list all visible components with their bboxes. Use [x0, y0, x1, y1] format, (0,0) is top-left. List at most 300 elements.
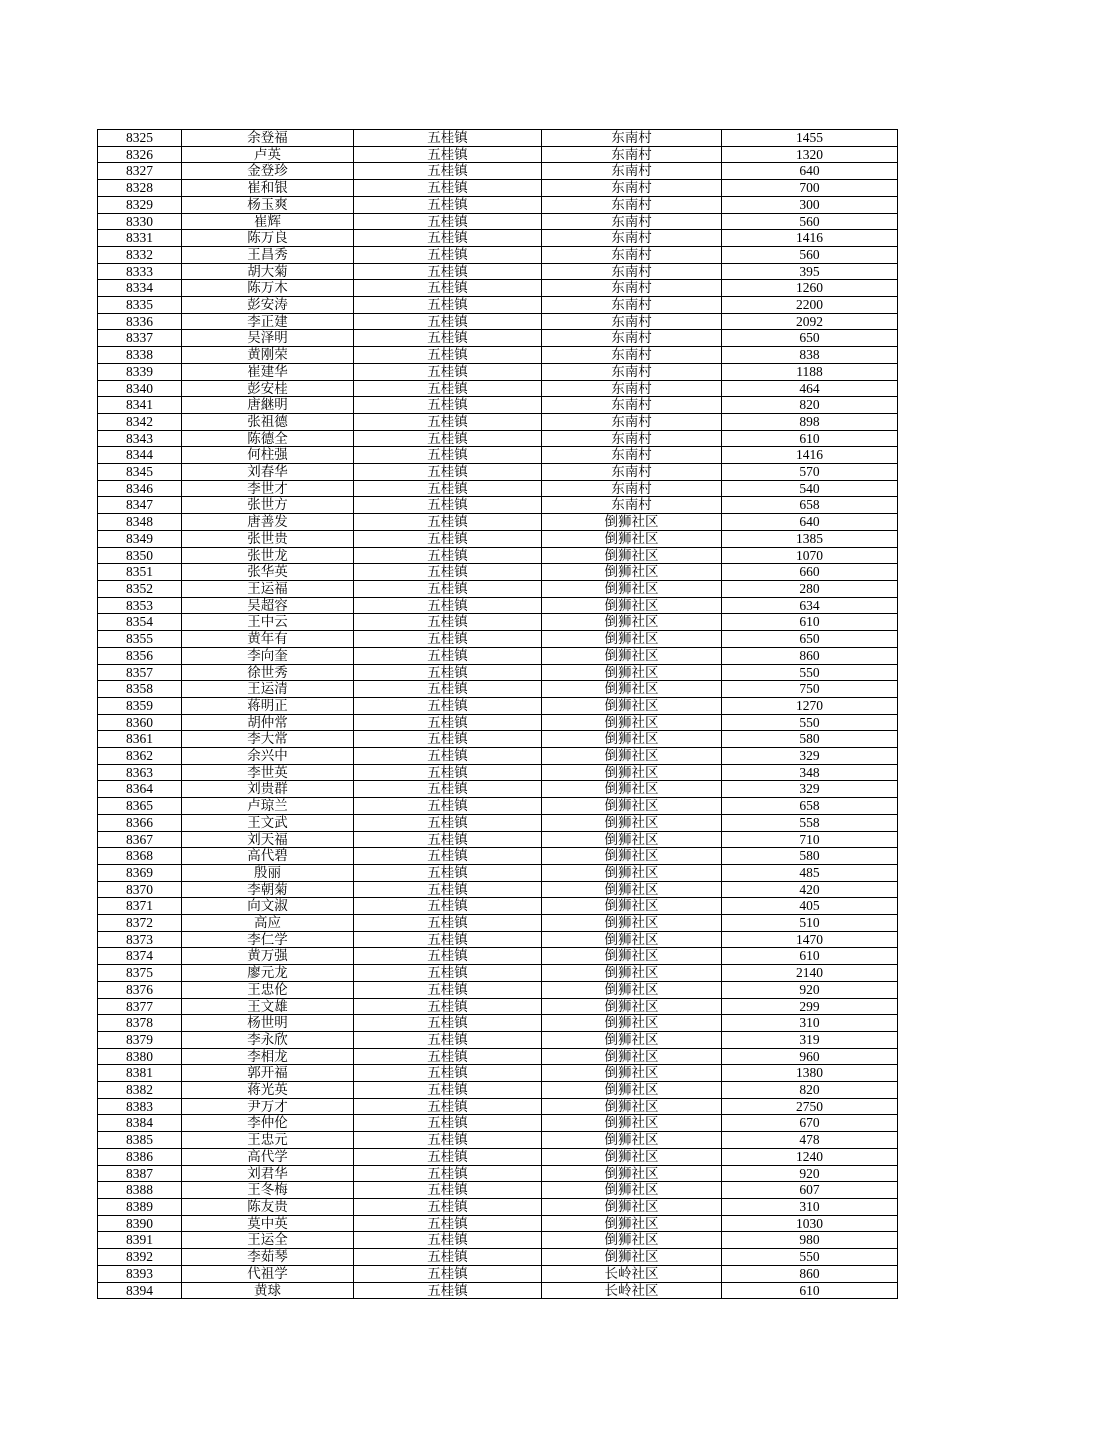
- village-cell: 东南村: [542, 313, 722, 330]
- town-cell: 五桂镇: [354, 330, 542, 347]
- name-cell: 黄年有: [182, 631, 354, 648]
- name-cell: 代祖学: [182, 1265, 354, 1282]
- amount-cell: 510: [722, 915, 898, 932]
- town-cell: 五桂镇: [354, 1048, 542, 1065]
- row-number-cell: 8376: [98, 981, 182, 998]
- row-number-cell: 8332: [98, 246, 182, 263]
- name-cell: 陈德全: [182, 430, 354, 447]
- table-row: [98, 1115, 898, 1132]
- town-cell: 五桂镇: [354, 1132, 542, 1149]
- amount-cell: 1070: [722, 547, 898, 564]
- village-cell: 倒狮社区: [542, 530, 722, 547]
- table-row: [98, 948, 898, 965]
- table-row: [98, 647, 898, 664]
- amount-cell: 898: [722, 413, 898, 430]
- town-cell: 五桂镇: [354, 631, 542, 648]
- town-cell: 五桂镇: [354, 697, 542, 714]
- village-cell: 东南村: [542, 230, 722, 247]
- town-cell: 五桂镇: [354, 1232, 542, 1249]
- amount-cell: 650: [722, 631, 898, 648]
- table-body: [98, 130, 898, 1299]
- name-cell: 何柱强: [182, 447, 354, 464]
- name-cell: 唐善发: [182, 514, 354, 531]
- village-cell: 倒狮社区: [542, 915, 722, 932]
- town-cell: 五桂镇: [354, 731, 542, 748]
- row-number-cell: 8381: [98, 1065, 182, 1082]
- table-row: [98, 998, 898, 1015]
- name-cell: 向文淑: [182, 898, 354, 915]
- town-cell: 五桂镇: [354, 146, 542, 163]
- name-cell: 王忠元: [182, 1132, 354, 1149]
- row-number-cell: 8342: [98, 413, 182, 430]
- town-cell: 五桂镇: [354, 430, 542, 447]
- village-cell: 倒狮社区: [542, 864, 722, 881]
- row-number-cell: 8386: [98, 1148, 182, 1165]
- row-number-cell: 8391: [98, 1232, 182, 1249]
- amount-cell: 1380: [722, 1065, 898, 1082]
- village-cell: 东南村: [542, 146, 722, 163]
- village-cell: 东南村: [542, 430, 722, 447]
- table-row: [98, 297, 898, 314]
- amount-cell: 610: [722, 430, 898, 447]
- village-cell: 倒狮社区: [542, 814, 722, 831]
- town-cell: 五桂镇: [354, 864, 542, 881]
- name-cell: 李世才: [182, 480, 354, 497]
- row-number-cell: 8349: [98, 530, 182, 547]
- name-cell: 王运福: [182, 580, 354, 597]
- amount-cell: 300: [722, 196, 898, 213]
- name-cell: 陈万木: [182, 280, 354, 297]
- amount-cell: 570: [722, 464, 898, 481]
- table-row: [98, 764, 898, 781]
- village-cell: 倒狮社区: [542, 697, 722, 714]
- amount-cell: 640: [722, 514, 898, 531]
- amount-cell: 580: [722, 731, 898, 748]
- name-cell: 胡仲常: [182, 714, 354, 731]
- row-number-cell: 8328: [98, 180, 182, 197]
- row-number-cell: 8370: [98, 881, 182, 898]
- row-number-cell: 8331: [98, 230, 182, 247]
- village-cell: 倒狮社区: [542, 1098, 722, 1115]
- name-cell: 刘春华: [182, 464, 354, 481]
- name-cell: 王昌秀: [182, 246, 354, 263]
- name-cell: 殷丽: [182, 864, 354, 881]
- name-cell: 王运全: [182, 1232, 354, 1249]
- row-number-cell: 8344: [98, 447, 182, 464]
- table-row: [98, 848, 898, 865]
- name-cell: 黄刚荣: [182, 347, 354, 364]
- table-row: [98, 1048, 898, 1065]
- village-cell: 倒狮社区: [542, 647, 722, 664]
- village-cell: 长岭社区: [542, 1265, 722, 1282]
- village-cell: 倒狮社区: [542, 1182, 722, 1199]
- amount-cell: 710: [722, 831, 898, 848]
- town-cell: 五桂镇: [354, 464, 542, 481]
- table-row: [98, 1015, 898, 1032]
- row-number-cell: 8390: [98, 1215, 182, 1232]
- village-cell: 东南村: [542, 280, 722, 297]
- town-cell: 五桂镇: [354, 564, 542, 581]
- row-number-cell: 8385: [98, 1132, 182, 1149]
- name-cell: 高代学: [182, 1148, 354, 1165]
- table-row: [98, 681, 898, 698]
- village-cell: 倒狮社区: [542, 1048, 722, 1065]
- name-cell: 杨玉爽: [182, 196, 354, 213]
- name-cell: 刘天福: [182, 831, 354, 848]
- table-row: [98, 1182, 898, 1199]
- amount-cell: 280: [722, 580, 898, 597]
- town-cell: 五桂镇: [354, 263, 542, 280]
- row-number-cell: 8364: [98, 781, 182, 798]
- village-cell: 倒狮社区: [542, 1232, 722, 1249]
- name-cell: 李正建: [182, 313, 354, 330]
- village-cell: 倒狮社区: [542, 681, 722, 698]
- town-cell: 五桂镇: [354, 313, 542, 330]
- row-number-cell: 8337: [98, 330, 182, 347]
- town-cell: 五桂镇: [354, 213, 542, 230]
- village-cell: 倒狮社区: [542, 547, 722, 564]
- row-number-cell: 8362: [98, 748, 182, 765]
- village-cell: 倒狮社区: [542, 614, 722, 631]
- name-cell: 李仲伦: [182, 1115, 354, 1132]
- amount-cell: 405: [722, 898, 898, 915]
- row-number-cell: 8348: [98, 514, 182, 531]
- town-cell: 五桂镇: [354, 1015, 542, 1032]
- table-row: [98, 1249, 898, 1266]
- village-cell: 东南村: [542, 330, 722, 347]
- amount-cell: 329: [722, 781, 898, 798]
- town-cell: 五桂镇: [354, 1249, 542, 1266]
- table-row: [98, 1031, 898, 1048]
- village-cell: 东南村: [542, 246, 722, 263]
- row-number-cell: 8358: [98, 681, 182, 698]
- amount-cell: 464: [722, 380, 898, 397]
- row-number-cell: 8329: [98, 196, 182, 213]
- town-cell: 五桂镇: [354, 297, 542, 314]
- name-cell: 李仁学: [182, 931, 354, 948]
- row-number-cell: 8379: [98, 1031, 182, 1048]
- amount-cell: 1385: [722, 530, 898, 547]
- village-cell: 倒狮社区: [542, 580, 722, 597]
- name-cell: 卢英: [182, 146, 354, 163]
- village-cell: 倒狮社区: [542, 1132, 722, 1149]
- row-number-cell: 8363: [98, 764, 182, 781]
- village-cell: 倒狮社区: [542, 1148, 722, 1165]
- row-number-cell: 8359: [98, 697, 182, 714]
- village-cell: 倒狮社区: [542, 564, 722, 581]
- name-cell: 余登福: [182, 130, 354, 147]
- table-row: [98, 1098, 898, 1115]
- row-number-cell: 8369: [98, 864, 182, 881]
- town-cell: 五桂镇: [354, 1165, 542, 1182]
- table-row: [98, 631, 898, 648]
- town-cell: 五桂镇: [354, 931, 542, 948]
- table-row: [98, 580, 898, 597]
- amount-cell: 920: [722, 1165, 898, 1182]
- amount-cell: 580: [722, 848, 898, 865]
- village-cell: 东南村: [542, 363, 722, 380]
- table-row: [98, 831, 898, 848]
- table-row: [98, 196, 898, 213]
- table-row: [98, 614, 898, 631]
- name-cell: 张华英: [182, 564, 354, 581]
- town-cell: 五桂镇: [354, 981, 542, 998]
- name-cell: 黄球: [182, 1282, 354, 1299]
- table-row: [98, 731, 898, 748]
- row-number-cell: 8382: [98, 1082, 182, 1099]
- row-number-cell: 8339: [98, 363, 182, 380]
- town-cell: 五桂镇: [354, 1082, 542, 1099]
- name-cell: 吴泽明: [182, 330, 354, 347]
- row-number-cell: 8377: [98, 998, 182, 1015]
- amount-cell: 1260: [722, 280, 898, 297]
- table-row: [98, 380, 898, 397]
- data-table: [97, 129, 898, 1299]
- village-cell: 东南村: [542, 163, 722, 180]
- name-cell: 高代碧: [182, 848, 354, 865]
- row-number-cell: 8327: [98, 163, 182, 180]
- amount-cell: 550: [722, 1249, 898, 1266]
- name-cell: 王文武: [182, 814, 354, 831]
- row-number-cell: 8365: [98, 798, 182, 815]
- name-cell: 彭安桂: [182, 380, 354, 397]
- table-row: [98, 798, 898, 815]
- name-cell: 莫中英: [182, 1215, 354, 1232]
- table-row: [98, 748, 898, 765]
- amount-cell: 658: [722, 798, 898, 815]
- name-cell: 高应: [182, 915, 354, 932]
- table-row: [98, 781, 898, 798]
- town-cell: 五桂镇: [354, 363, 542, 380]
- amount-cell: 838: [722, 347, 898, 364]
- row-number-cell: 8335: [98, 297, 182, 314]
- row-number-cell: 8326: [98, 146, 182, 163]
- name-cell: 张世龙: [182, 547, 354, 564]
- amount-cell: 550: [722, 714, 898, 731]
- name-cell: 彭安涛: [182, 297, 354, 314]
- amount-cell: 1030: [722, 1215, 898, 1232]
- row-number-cell: 8388: [98, 1182, 182, 1199]
- village-cell: 倒狮社区: [542, 631, 722, 648]
- name-cell: 王忠伦: [182, 981, 354, 998]
- name-cell: 崔和银: [182, 180, 354, 197]
- table-row: [98, 213, 898, 230]
- name-cell: 崔建华: [182, 363, 354, 380]
- name-cell: 尹万才: [182, 1098, 354, 1115]
- table-row: [98, 965, 898, 982]
- name-cell: 唐継明: [182, 397, 354, 414]
- town-cell: 五桂镇: [354, 748, 542, 765]
- town-cell: 五桂镇: [354, 196, 542, 213]
- village-cell: 东南村: [542, 397, 722, 414]
- village-cell: 倒狮社区: [542, 764, 722, 781]
- amount-cell: 395: [722, 263, 898, 280]
- name-cell: 陈友贵: [182, 1199, 354, 1216]
- row-number-cell: 8394: [98, 1282, 182, 1299]
- village-cell: 长岭社区: [542, 1282, 722, 1299]
- name-cell: 胡大菊: [182, 263, 354, 280]
- name-cell: 蒋明正: [182, 697, 354, 714]
- row-number-cell: 8345: [98, 464, 182, 481]
- town-cell: 五桂镇: [354, 413, 542, 430]
- table-row: [98, 280, 898, 297]
- row-number-cell: 8350: [98, 547, 182, 564]
- town-cell: 五桂镇: [354, 380, 542, 397]
- amount-cell: 1320: [722, 146, 898, 163]
- village-cell: 倒狮社区: [542, 514, 722, 531]
- row-number-cell: 8354: [98, 614, 182, 631]
- table-row: [98, 363, 898, 380]
- table-row: [98, 664, 898, 681]
- row-number-cell: 8387: [98, 1165, 182, 1182]
- town-cell: 五桂镇: [354, 1098, 542, 1115]
- row-number-cell: 8355: [98, 631, 182, 648]
- amount-cell: 670: [722, 1115, 898, 1132]
- table-row: [98, 864, 898, 881]
- name-cell: 李世英: [182, 764, 354, 781]
- amount-cell: 860: [722, 1265, 898, 1282]
- table-row: [98, 915, 898, 932]
- town-cell: 五桂镇: [354, 547, 542, 564]
- village-cell: 倒狮社区: [542, 881, 722, 898]
- row-number-cell: 8393: [98, 1265, 182, 1282]
- table-row: [98, 814, 898, 831]
- village-cell: 倒狮社区: [542, 1065, 722, 1082]
- amount-cell: 1270: [722, 697, 898, 714]
- village-cell: 倒狮社区: [542, 1031, 722, 1048]
- row-number-cell: 8389: [98, 1199, 182, 1216]
- village-cell: 倒狮社区: [542, 831, 722, 848]
- village-cell: 东南村: [542, 297, 722, 314]
- town-cell: 五桂镇: [354, 180, 542, 197]
- name-cell: 王文雄: [182, 998, 354, 1015]
- row-number-cell: 8374: [98, 948, 182, 965]
- row-number-cell: 8366: [98, 814, 182, 831]
- town-cell: 五桂镇: [354, 714, 542, 731]
- town-cell: 五桂镇: [354, 814, 542, 831]
- name-cell: 金登珍: [182, 163, 354, 180]
- table-row: [98, 530, 898, 547]
- amount-cell: 640: [722, 163, 898, 180]
- row-number-cell: 8384: [98, 1115, 182, 1132]
- village-cell: 东南村: [542, 497, 722, 514]
- village-cell: 东南村: [542, 380, 722, 397]
- amount-cell: 634: [722, 597, 898, 614]
- village-cell: 倒狮社区: [542, 1082, 722, 1099]
- amount-cell: 610: [722, 1282, 898, 1299]
- amount-cell: 560: [722, 213, 898, 230]
- row-number-cell: 8343: [98, 430, 182, 447]
- town-cell: 五桂镇: [354, 230, 542, 247]
- name-cell: 蒋光英: [182, 1082, 354, 1099]
- amount-cell: 2092: [722, 313, 898, 330]
- town-cell: 五桂镇: [354, 246, 542, 263]
- amount-cell: 2140: [722, 965, 898, 982]
- name-cell: 李相龙: [182, 1048, 354, 1065]
- town-cell: 五桂镇: [354, 280, 542, 297]
- table-row: [98, 447, 898, 464]
- name-cell: 李茹琴: [182, 1249, 354, 1266]
- amount-cell: 1188: [722, 363, 898, 380]
- village-cell: 东南村: [542, 347, 722, 364]
- village-cell: 倒狮社区: [542, 1015, 722, 1032]
- village-cell: 倒狮社区: [542, 664, 722, 681]
- town-cell: 五桂镇: [354, 614, 542, 631]
- town-cell: 五桂镇: [354, 1282, 542, 1299]
- amount-cell: 1455: [722, 130, 898, 147]
- table-row: [98, 1065, 898, 1082]
- row-number-cell: 8336: [98, 313, 182, 330]
- town-cell: 五桂镇: [354, 664, 542, 681]
- table-row: [98, 597, 898, 614]
- amount-cell: 960: [722, 1048, 898, 1065]
- table-row: [98, 347, 898, 364]
- village-cell: 倒狮社区: [542, 597, 722, 614]
- village-cell: 倒狮社区: [542, 998, 722, 1015]
- amount-cell: 658: [722, 497, 898, 514]
- row-number-cell: 8367: [98, 831, 182, 848]
- name-cell: 崔辉: [182, 213, 354, 230]
- name-cell: 李大常: [182, 731, 354, 748]
- town-cell: 五桂镇: [354, 397, 542, 414]
- town-cell: 五桂镇: [354, 1115, 542, 1132]
- amount-cell: 820: [722, 397, 898, 414]
- table-row: [98, 497, 898, 514]
- table-row: [98, 263, 898, 280]
- table-row: [98, 230, 898, 247]
- amount-cell: 299: [722, 998, 898, 1015]
- row-number-cell: 8380: [98, 1048, 182, 1065]
- amount-cell: 319: [722, 1031, 898, 1048]
- amount-cell: 420: [722, 881, 898, 898]
- village-cell: 东南村: [542, 196, 722, 213]
- row-number-cell: 8334: [98, 280, 182, 297]
- name-cell: 刘贵群: [182, 781, 354, 798]
- table-row: [98, 1165, 898, 1182]
- town-cell: 五桂镇: [354, 898, 542, 915]
- town-cell: 五桂镇: [354, 781, 542, 798]
- amount-cell: 348: [722, 764, 898, 781]
- table-row: [98, 1282, 898, 1299]
- village-cell: 倒狮社区: [542, 1165, 722, 1182]
- table-row: [98, 397, 898, 414]
- row-number-cell: 8338: [98, 347, 182, 364]
- name-cell: 刘君华: [182, 1165, 354, 1182]
- table-row: [98, 313, 898, 330]
- table-row: [98, 564, 898, 581]
- town-cell: 五桂镇: [354, 514, 542, 531]
- row-number-cell: 8341: [98, 397, 182, 414]
- table-row: [98, 714, 898, 731]
- amount-cell: 329: [722, 748, 898, 765]
- table-row: [98, 180, 898, 197]
- amount-cell: 560: [722, 246, 898, 263]
- table-row: [98, 330, 898, 347]
- town-cell: 五桂镇: [354, 163, 542, 180]
- row-number-cell: 8330: [98, 213, 182, 230]
- table-row: [98, 163, 898, 180]
- amount-cell: 1470: [722, 931, 898, 948]
- amount-cell: 485: [722, 864, 898, 881]
- village-cell: 倒狮社区: [542, 748, 722, 765]
- town-cell: 五桂镇: [354, 1182, 542, 1199]
- name-cell: 余兴中: [182, 748, 354, 765]
- row-number-cell: 8333: [98, 263, 182, 280]
- name-cell: 王冬梅: [182, 1182, 354, 1199]
- amount-cell: 820: [722, 1082, 898, 1099]
- town-cell: 五桂镇: [354, 915, 542, 932]
- village-cell: 倒狮社区: [542, 1215, 722, 1232]
